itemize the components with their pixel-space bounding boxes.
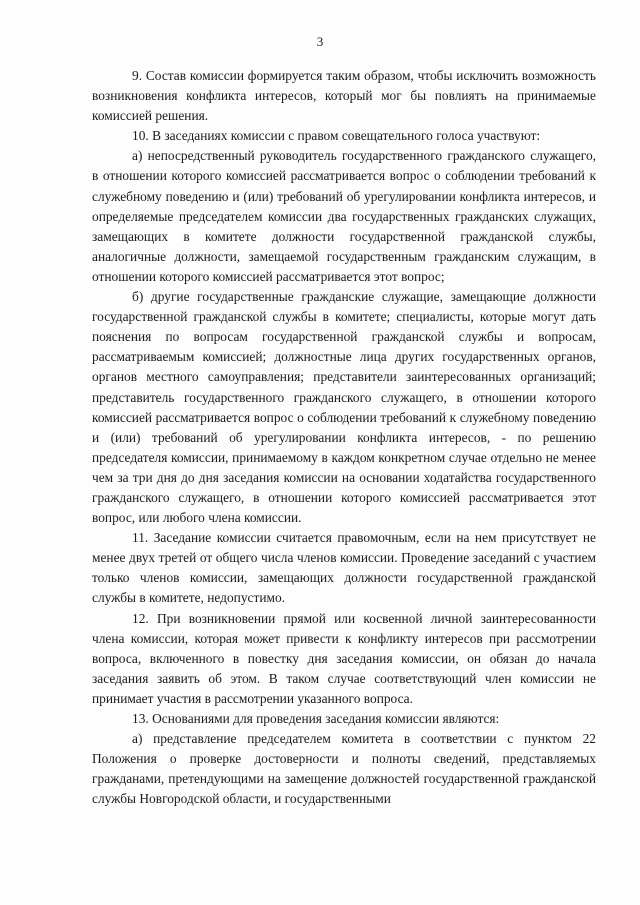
document-body <box>92 66 596 809</box>
paragraph-9: 9. Состав комиссии формируется таким образом, чтобы исключить возможность возникновения конфликта интересов, который мог бы повлиять на принимаемые комиссией решения. <box>92 68 596 124</box>
paragraph-10b: б) другие государственные гражданские служащие, замещающие должности государственной гражданской службы в комитете; специалисты, которые могут дать пояснения по вопросам государственной гражданской службы и вопросам, рассматриваемым комиссией; должностные лица других государственных органов, органов местного самоуправления; представители заинтересованных организаций; представитель государственного гражданского служащего, в отношении которого комиссией рассматривается вопрос о соблюдении требований к служебному поведению и (или) требований об урегулировании конфликта интересов, - по решению председателя комиссии, принимаемому в каждом конкретном случае отдельно не менее чем за три дня до дня заседания комиссии на основании ходатайства государственного гражданского служащего, в отношении которого комиссией рассматривается этот вопрос, или любого члена комиссии. <box>92 289 596 526</box>
paragraph-11: 11. Заседание комиссии считается правомочным, если на нем присутствует не менее двух третей от общего числа членов комиссии. Проведение заседаний с участием только членов комиссии, замещающих должности государственной гражданской службы в комитете, недопустимо. <box>92 530 596 606</box>
page-number: 3 <box>316 34 324 49</box>
paragraph-13a: а) представление председателем комитета в соответствии с пунктом 22 Положения о проверке достоверности и полноты сведений, представляемых гражданами, претендующими на замещение должностей государственной гражданской службы Новгородской области, и государственными <box>92 731 596 807</box>
paragraph-10a: а) непосредственный руководитель государственного гражданского служащего, в отношении которого комиссией рассматривается вопрос о соблюдении требований к служебному поведению и (или) требований об урегулировании конфликта интересов, и определяемые председателем комиссии два государственных гражданских служащих, замещающих в комитете должности государственной гражданской службы, аналогичные должности, замещаемой государственным гражданским служащим, в отношении которого комиссией рассматривается этот вопрос; <box>92 148 596 284</box>
paragraph-10: 10. В заседаниях комиссии с правом совещательного голоса участвуют: <box>132 128 541 144</box>
paragraph-13: 13. Основаниями для проведения заседания комиссии являются: <box>132 711 500 726</box>
paragraph-12: 12. При возникновении прямой или косвенной личной заинтересованности члена комиссии, которая может привести к конфликту интересов при рассмотрении вопроса, включенного в повестку дня заседания комиссии, он обязан до начала заседания заявить об этом. В таком случае соответствующий член комиссии не принимает участия в рассмотрении указанного вопроса. <box>92 610 596 706</box>
